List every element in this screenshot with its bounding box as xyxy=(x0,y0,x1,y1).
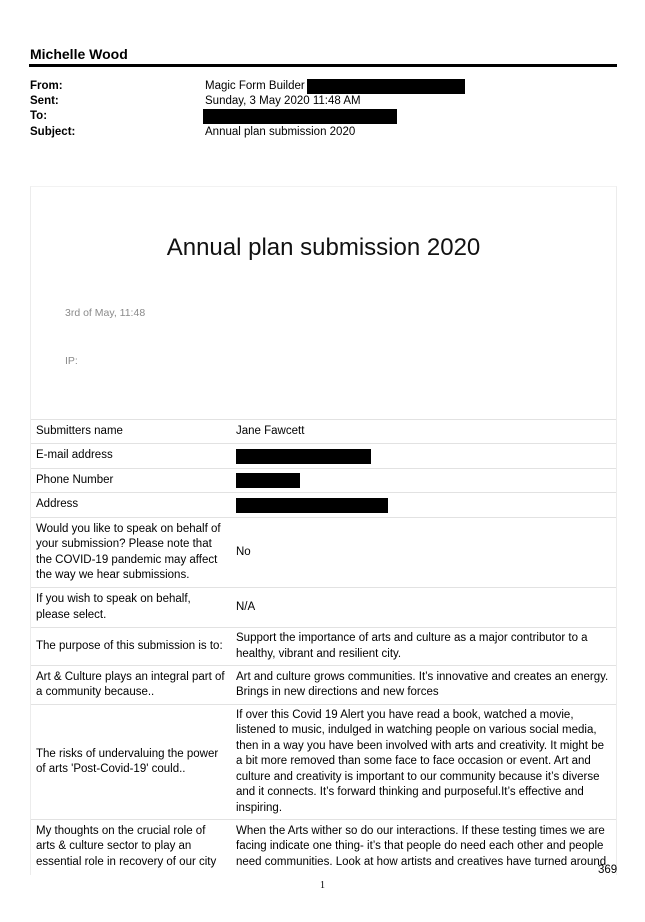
header-rule xyxy=(29,64,617,67)
to-label: To: xyxy=(30,110,48,122)
answer-cell: Support the importance of arts and culture as a major contributor to a healthy, vibrant and resilient city. xyxy=(236,632,588,660)
sent-label: Sent: xyxy=(30,95,59,107)
form-ip-label: IP: xyxy=(65,355,78,367)
table-row xyxy=(31,469,616,493)
redacted-from-email xyxy=(307,79,465,94)
table-row xyxy=(31,588,616,628)
answer-cell: If over this Covid 19 Alert you have read a book, watched a movie, listened to music, indulged in watching people on various social media, then in a way you have been involved with arts and creativity. It might be a bit more removed than some face to face occasion or event. Art and culture and creativity is important to our community because it’s diverse and it connects. It’s forward thinking and purposeful.It’s effective and inspiring. xyxy=(236,708,604,814)
table-row xyxy=(31,493,616,518)
question-cell: Phone Number xyxy=(36,473,114,486)
question-cell: Address xyxy=(36,498,79,511)
question-cell: Would you like to speak on behalf of your submission? Please note that the COVID-19 pandemic may affect the way we hear submissions. xyxy=(36,522,221,581)
sender-name: Michelle Wood xyxy=(30,46,128,62)
question-cell: E-mail address xyxy=(36,449,113,462)
form-date: 3rd of May, 11:48 xyxy=(65,307,146,319)
table-row xyxy=(31,444,616,469)
redacted-email xyxy=(236,449,371,464)
question-cell: If you wish to speak on behalf, please select. xyxy=(36,593,191,621)
question-cell: Art & Culture plays an integral part of a community because.. xyxy=(36,670,225,698)
question-cell: The risks of undervaluing the power of arts 'Post-Covid-19' could.. xyxy=(36,747,219,775)
sent-value: Sunday, 3 May 2020 11:48 AM xyxy=(205,95,361,107)
answer-cell: Art and culture grows communities. It’s innovative and creates an energy. Brings in new directions and new forces xyxy=(236,670,609,698)
redacted-to-address xyxy=(203,109,397,124)
table-row xyxy=(31,820,616,874)
table-row xyxy=(31,705,616,820)
redacted-phone xyxy=(236,473,300,488)
answer-cell: Jane Fawcett xyxy=(236,424,305,437)
from-value: Magic Form Builder xyxy=(205,80,305,92)
table-row xyxy=(31,628,616,666)
answer-cell xyxy=(230,493,616,517)
redacted-address xyxy=(236,498,388,513)
form-title: Annual plan submission 2020 xyxy=(166,234,481,261)
answer-cell: When the Arts wither so do our interactions. If these testing times we are facing indicate one thing- it’s that people do need each other and people need communities. Look at how artists and creatives have turned around xyxy=(236,824,607,868)
table-row xyxy=(31,666,616,705)
answer-cell xyxy=(230,444,616,468)
document-number: 369 xyxy=(598,864,618,876)
table-row xyxy=(31,518,616,588)
submission-table xyxy=(31,419,616,874)
from-label: From: xyxy=(30,80,63,92)
question-cell: The purpose of this submission is to: xyxy=(36,639,223,652)
subject-value: Annual plan submission 2020 xyxy=(205,126,356,138)
answer-cell: No xyxy=(236,545,251,558)
subject-label: Subject: xyxy=(30,126,76,138)
answer-cell xyxy=(230,469,616,492)
page-number: 1 xyxy=(320,880,325,891)
answer-cell: N/A xyxy=(236,600,256,613)
table-row xyxy=(31,420,616,444)
question-cell: Submitters name xyxy=(36,424,123,437)
question-cell: My thoughts on the crucial role of arts & culture sector to play an essential role in recovery of our city xyxy=(36,824,217,868)
form-card xyxy=(30,186,617,875)
